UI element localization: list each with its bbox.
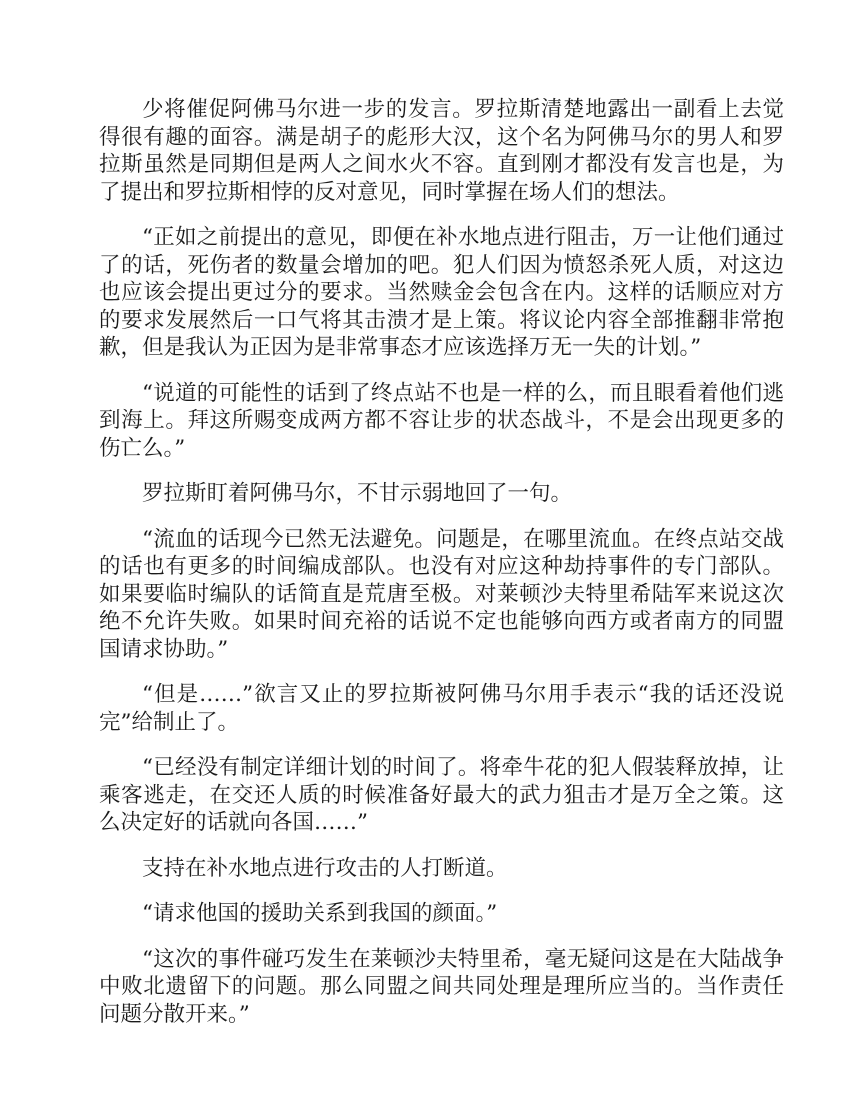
paragraph: “正如之前提出的意见，即便在补水地点进行阻击，万一让他们通过了的话，死伤者的数量会增加的吧。犯人们因为愤怒杀死人质，对这边也应该会提出更过分的要求。当然赎金会包含在内。这样的话顺应对方的要求发展然后一口气将其击溃才是上策。将议论内容全部推翻非常抱歉，但是我认为正因为是非常事态才应该选择万无一失的计划。”: [99, 225, 784, 360]
paragraph: “流血的话现今已然无法避免。问题是，在哪里流血。在终点站交战的话也有更多的时间编成部队。也没有对应这种劫持事件的专门部队。如果要临时编队的话简直是荒唐至极。对莱顿沙夫特里希陆军来说这次绝不允许失败。如果时间充裕的话说不定也能够向西方或者南方的同盟国请求协助。”: [99, 526, 784, 662]
body-text: [99, 96, 784, 1046]
paragraph: 支持在补水地点进行攻击的人打断道。: [142, 855, 508, 881]
paragraph: 罗拉斯盯着阿佛马尔，不甘示弱地回了一句。: [142, 481, 573, 506]
paragraph: “请求他国的援助关系到我国的颜面。”: [142, 901, 498, 926]
paragraph: “这次的事件碰巧发生在莱顿沙夫特里希，毫无疑问这是在大陆战争中败北遗留下的问题。那么同盟之间共同处理是理所应当的。当作责任问题分散开来。”: [99, 946, 784, 1027]
paragraph: 少将催促阿佛马尔进一步的发言。罗拉斯清楚地露出一副看上去觉得很有趣的面容。满是胡子的彪形大汉，这个名为阿佛马尔的男人和罗拉斯虽然是同期但是两人之间水火不容。直到刚才都没有发言也是，为了提出和罗拉斯相悖的反对意见，同时掌握在场人们的想法。: [99, 97, 784, 205]
paragraph: “但是……”欲言又止的罗拉斯被阿佛马尔用手表示“我的话还没说完”给制止了。: [99, 682, 784, 735]
paragraph: “说道的可能性的话到了终点站不也是一样的么，而且眼看着他们逃到海上。拜这所赐变成两方都不容让步的状态战斗，不是会出现更多的伤亡么。”: [99, 380, 784, 461]
paragraph: “已经没有制定详细计划的时间了。将牵牛花的犯人假装释放掉，让乘客逃走，在交还人质的时候准备好最大的武力狙击才是万全之策。这么决定好的话就向各国……”: [99, 755, 784, 835]
